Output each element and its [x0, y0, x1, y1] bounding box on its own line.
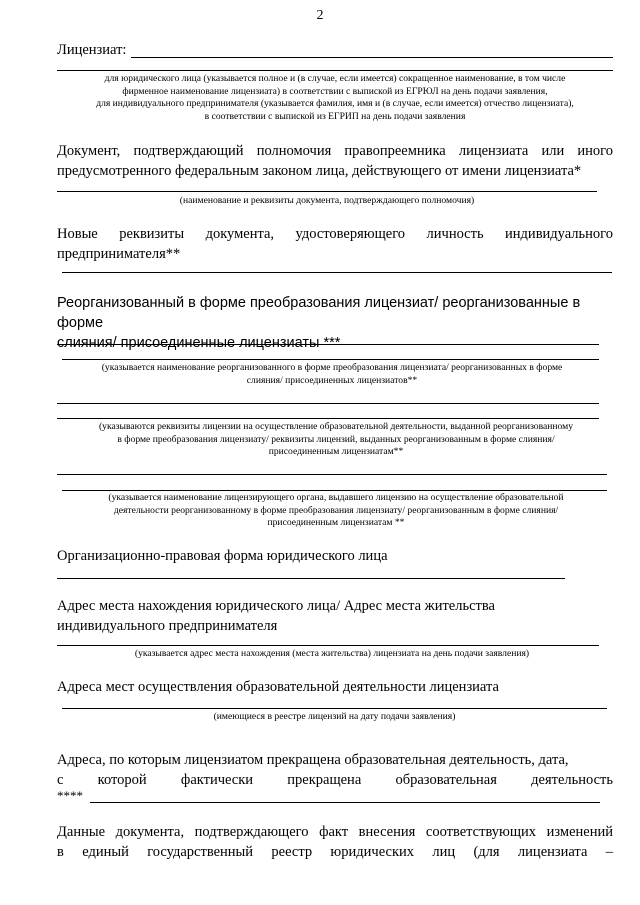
reorganized-field-line-3[interactable]: [57, 403, 599, 404]
note-line: присоединенным лицензиатам**: [268, 446, 404, 457]
heading-line: предпринимателя**: [57, 246, 181, 262]
terminated-addresses-heading: [57, 750, 613, 790]
note-line: присоединенным лицензиатам **: [267, 517, 405, 528]
heading-line: в единый государственный реестр юридических лиц (для лицензиата –: [57, 844, 613, 860]
note-line: (указывается наименование лицензирующего органа, выдавшего лицензию на осуществление образовательной: [108, 492, 564, 503]
registry-doc-heading: [57, 822, 613, 862]
licensee-field-line[interactable]: [131, 57, 613, 58]
terminated-addresses-field-line[interactable]: [90, 802, 600, 803]
page-number: 2: [316, 8, 324, 23]
successor-doc-field-line[interactable]: [57, 191, 597, 192]
heading-line: Реорганизованный в форме преобразования лицензиат/ реорганизованные в форме: [57, 295, 581, 331]
new-identity-doc-field-line[interactable]: [62, 272, 612, 273]
reorganized-field-line-2[interactable]: [62, 359, 599, 360]
licensee-note-line: фирменное наименование лицензиата) в соответствии с выпиской из ЕГРЮЛ на день подачи заявления,: [122, 85, 548, 97]
successor-doc-heading: [57, 141, 613, 181]
heading-line: Адрес места нахождения юридического лица/ Адрес места жительства: [57, 598, 495, 614]
new-identity-doc-heading: [57, 224, 613, 264]
reorganized-field-line-1[interactable]: [57, 344, 599, 345]
address-note: (указывается адрес места нахождения (места жительства) лицензиата на день подачи заявления): [134, 648, 530, 659]
heading-line: слияния/ присоединенные лицензиаты ***: [57, 335, 341, 351]
reorganized-field-line-4[interactable]: [57, 418, 599, 419]
note-line: слияния/ присоединенных лицензиатов**: [246, 374, 418, 386]
address-heading: [57, 596, 613, 636]
reorganized-note-1: [62, 362, 602, 387]
note-line: (указываются реквизиты лицензии на осуществление образовательной деятельности, выданной реорганизованному: [98, 421, 574, 432]
heading-line: с которой фактически прекращена образовательная деятельность: [57, 772, 613, 788]
activity-addresses-heading: Адреса мест осуществления образовательной деятельности лицензиата: [57, 679, 499, 695]
reorganized-field-line-6[interactable]: [62, 490, 607, 491]
note-line: (указывается наименование реорганизованного в форме преобразования лицензиата/ реорганизованных в форме: [101, 362, 563, 373]
heading-line: Данные документа, подтверждающего факт внесения соответствующих изменений: [57, 824, 613, 840]
successor-doc-note: (наименование и реквизиты документа, подтверждающего полномочия): [179, 195, 475, 206]
reorganized-note-2: [62, 421, 610, 459]
note-line: деятельности реорганизованному в форме преобразования лицензиату/ реорганизованным в форме слияния/: [113, 504, 559, 516]
terminated-addresses-stars: ****: [57, 788, 83, 803]
licensee-note-line: в соответствии с выпиской из ЕГРИП на день подачи заявления: [204, 110, 466, 122]
licensee-note: [40, 73, 630, 123]
activity-addresses-field-line[interactable]: [62, 708, 607, 709]
heading-line: Новые реквизиты документа, удостоверяющего личность индивидуального: [57, 226, 613, 242]
heading-line: предусмотренного федеральным законом лица, действующего от имени лицензиата*: [57, 163, 582, 179]
note-line: в форме преобразования лицензиату/ реквизиты лицензий, выданных реорганизованным в форме слияния/: [117, 433, 555, 445]
licensee-note-line: для юридического лица (указывается полное и (в случае, если имеется) сокращенное наименование, в том числе: [104, 73, 566, 84]
legal-form-field-line[interactable]: [57, 578, 565, 579]
legal-form-heading: Организационно-правовая форма юридического лица: [57, 548, 388, 564]
heading-line: Адреса, по которым лицензиатом прекращена образовательная деятельность, дата,: [57, 752, 569, 768]
heading-line: Документ, подтверждающий полномочия правопреемника лицензиата или иного: [57, 143, 613, 159]
licensee-label: Лицензиат:: [57, 42, 127, 58]
address-field-line[interactable]: [57, 645, 599, 646]
reorganized-note-3: [62, 492, 610, 530]
heading-line: индивидуального предпринимателя: [57, 618, 278, 634]
licensee-field-line-2[interactable]: [57, 70, 613, 71]
licensee-note-line: для индивидуального предпринимателя (указывается фамилия, имя и (в случае, если имеется) отчество лицензиата),: [96, 98, 574, 109]
activity-addresses-note: (имеющиеся в реестре лицензий на дату подачи заявления): [213, 711, 456, 722]
reorganized-field-line-5[interactable]: [57, 474, 607, 475]
